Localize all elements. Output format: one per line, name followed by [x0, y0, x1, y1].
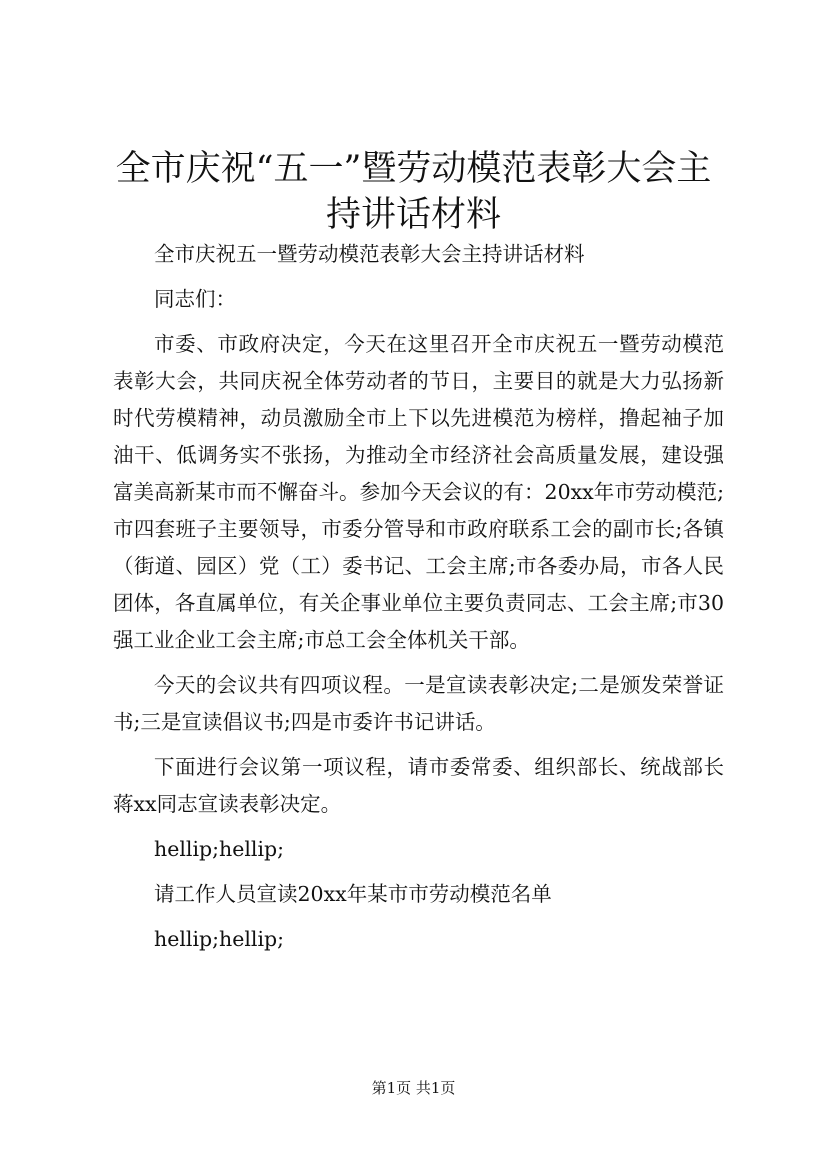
document-title: 全市庆祝“五一”暨劳动模范表彰大会主持讲话材料 — [115, 149, 712, 235]
paragraph: hellip;hellip; — [154, 927, 285, 951]
paragraph: 市委、市政府决定，今天在这里召开全市庆祝五一暨劳动模范表彰大会，共同庆祝全体劳动者的节日，主要目的就是大力弘扬新时代劳模精神，动员激励全市上下以先进模范为榜样，撸起袖子加油干、低调务实不张扬，为推动全市经济社会高质量发展，建设强富美高新某市而不懈奋斗。参加今天会议的有：20xx年市劳动模范;市四套班子主要领导，市委分管导和市政府联系工会的副市长;各镇（街道、园区）党（工）委书记、工会主席;市各委办局，市各人民团体，各直属单位，有关企事业单位主要负责同志、工会主席;市30强工业企业工会主席;市总工会全体机关干部。 — [113, 332, 724, 652]
paragraph: 同志们： — [154, 287, 236, 311]
paragraph: 全市庆祝五一暨劳动模范表彰大会主持讲话材料 — [154, 242, 585, 266]
paragraph: 请工作人员宣读20xx年某市市劳动模范名单 — [154, 882, 552, 906]
paragraph: hellip;hellip; — [154, 837, 285, 861]
document-body — [113, 236, 724, 966]
paragraph: 下面进行会议第一项议程，请市委常委、组织部长、统战部长蒋xx同志宣读表彰决定。 — [113, 755, 724, 816]
paragraph: 今天的会议共有四项议程。一是宣读表彰决定;二是颁发荣誉证书;三是宣读倡议书;四是市委许书记讲话。 — [113, 673, 724, 734]
page-footer: 第1页 共1页 — [371, 1079, 456, 1097]
